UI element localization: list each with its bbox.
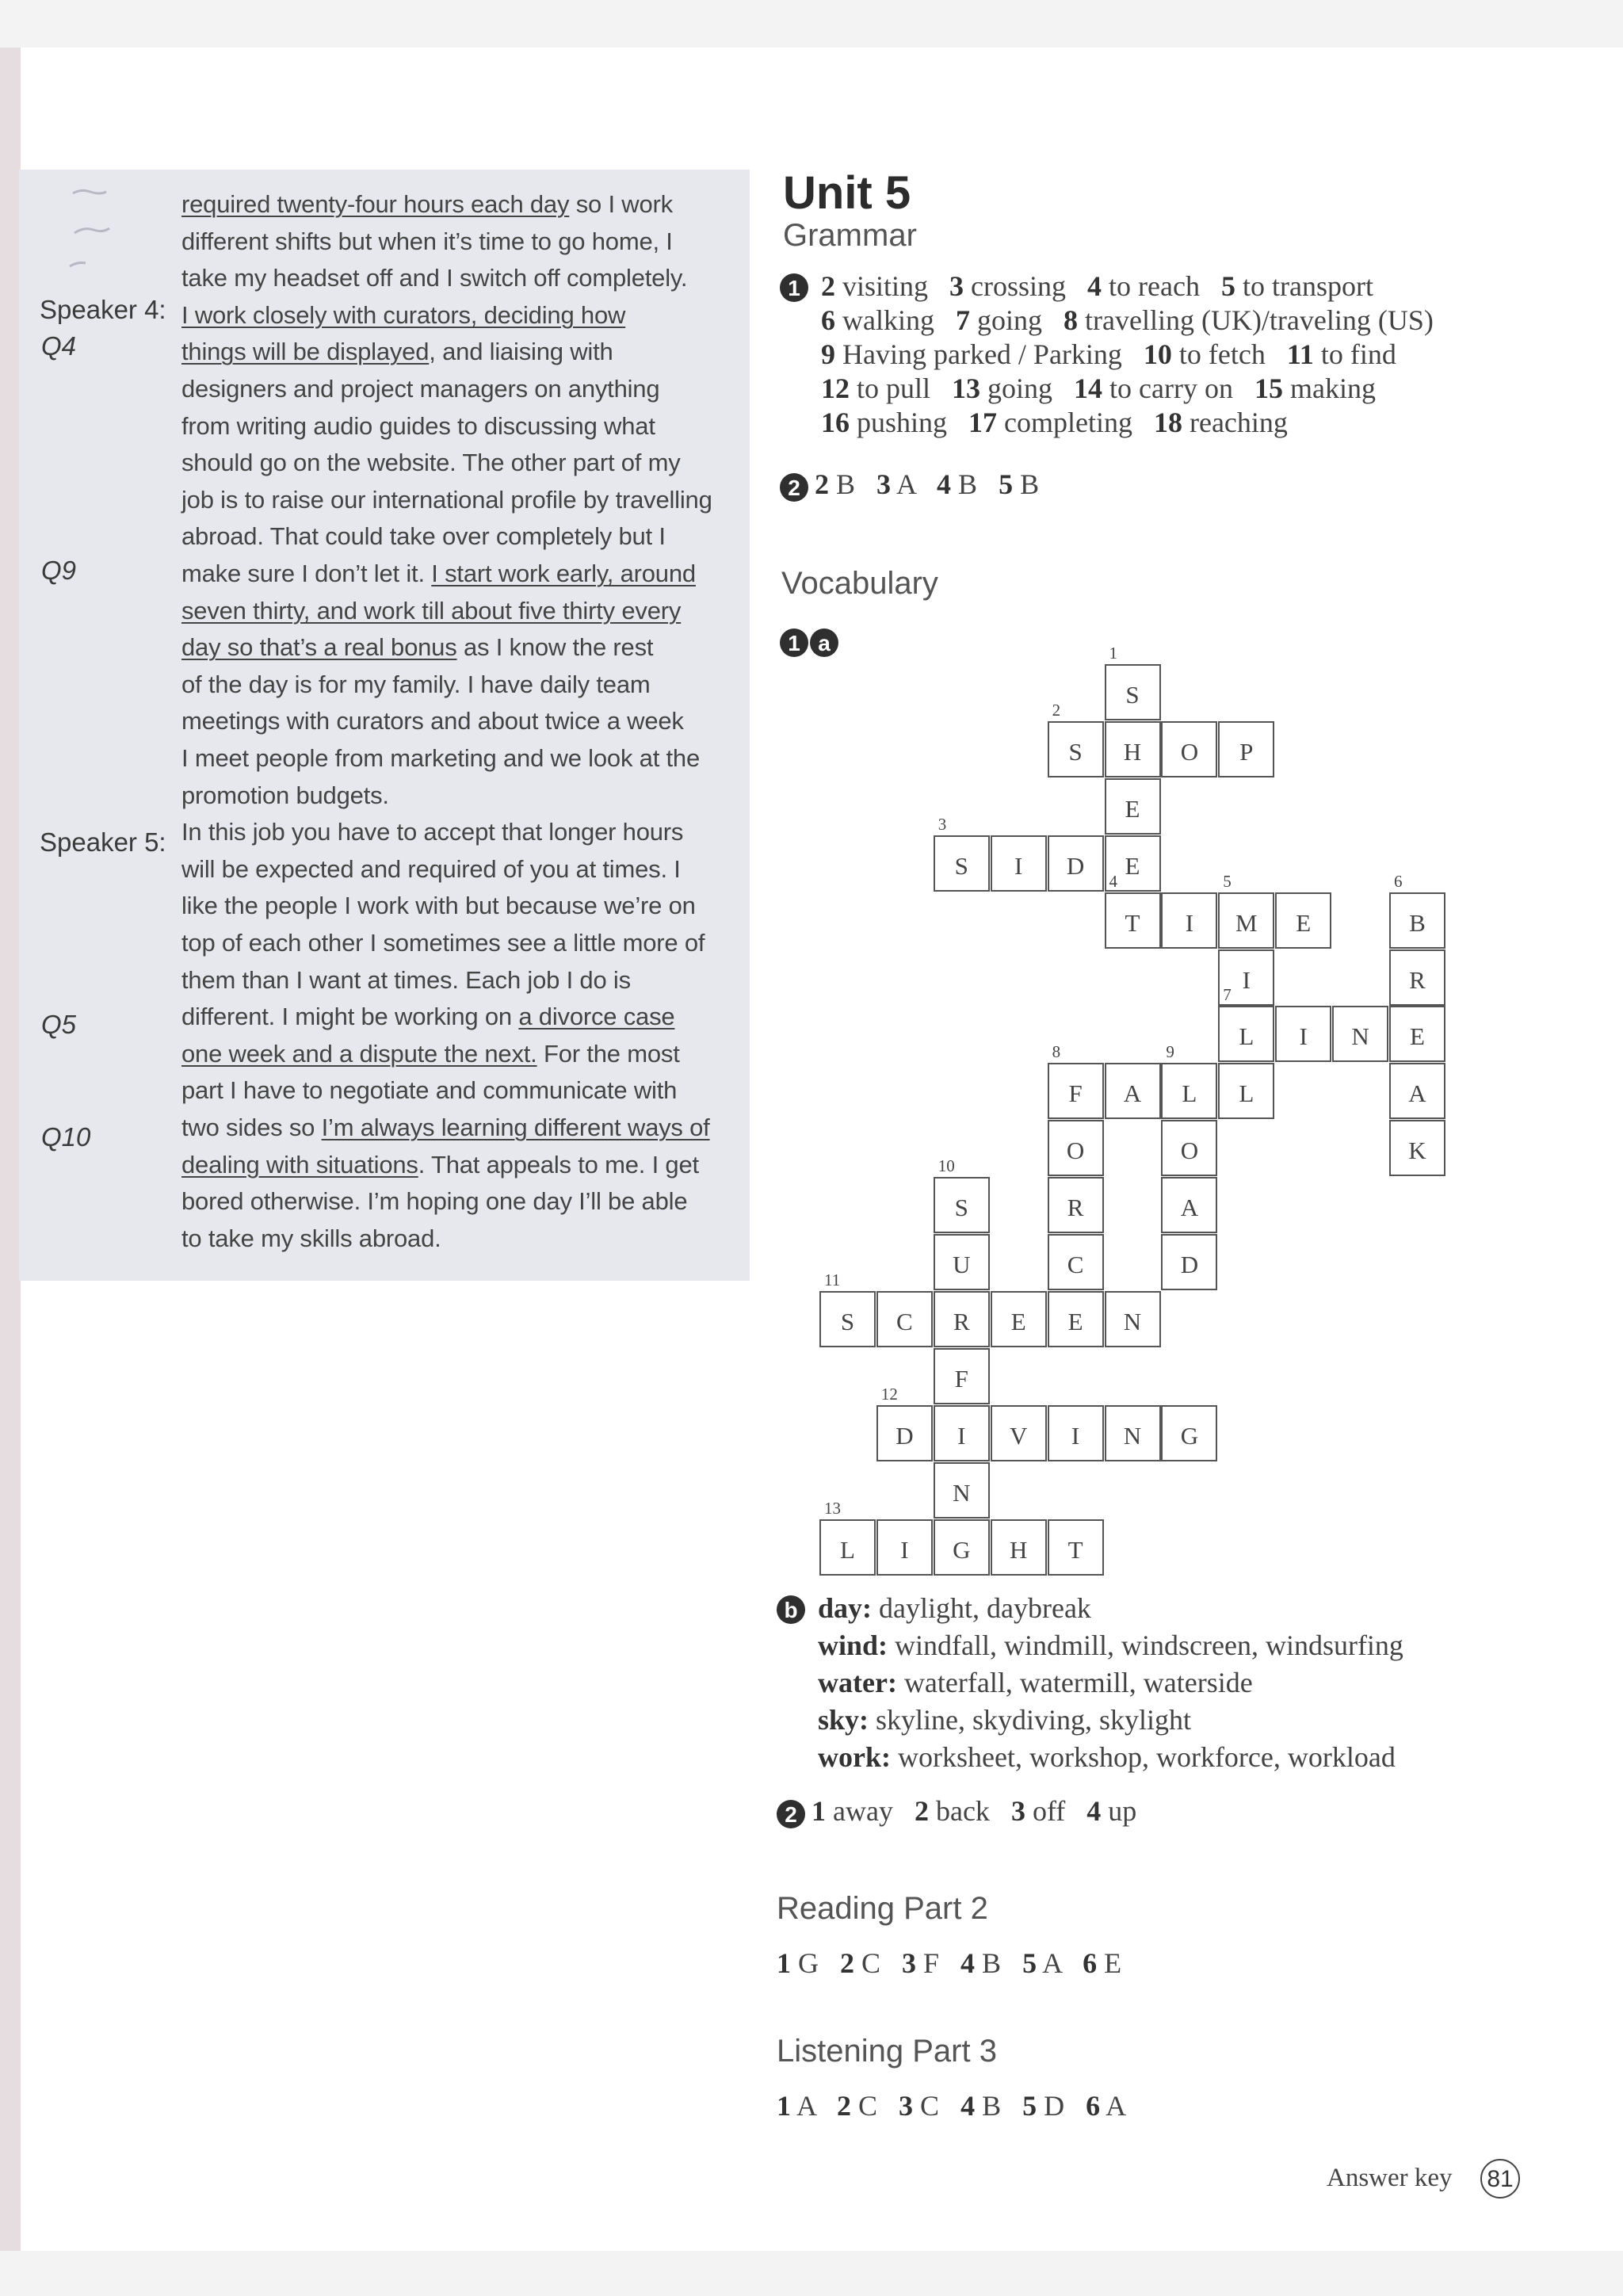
exercise-2-badge: 2 [780,473,808,502]
crossword-cell [1389,1120,1445,1176]
transcript-text: designers and project managers on anything [181,375,660,403]
crossword-cell [1105,644,1161,720]
crossword-letter: G [1180,1421,1199,1450]
grammar-answer-line: 9 Having parked / Parking 10 to fetch 11 to find [821,338,1396,370]
crossword-cell [1048,1042,1104,1119]
underlined-answer-text: seven thirty, and work till about five thirty every [181,596,682,625]
exercise-1-badge: 1 [780,628,808,657]
crossword-letter: K [1408,1137,1426,1165]
crossword-cell [1275,892,1331,949]
crossword-letter: S [954,1194,968,1222]
transcript-line [181,301,625,330]
vocabulary-word-family-line: water: waterfall, watermill, waterside [818,1667,1253,1698]
crossword-cell [876,1519,933,1576]
part-b-badge: b [777,1595,805,1624]
crossword-letter: D [1180,1251,1199,1278]
grammar-answer-line: 12 to pull 13 going 14 to carry on 15 making [821,372,1376,404]
transcript-text: like the people I work with but because we’re on [181,892,696,920]
crossword-cell [1218,721,1274,777]
underlined-answer-text: I work closely with curators, deciding how [181,300,626,329]
crossword-clue-number: 3 [938,814,947,834]
grammar-heading: Grammar [783,218,917,253]
crossword-cell [1048,1177,1104,1233]
crossword-letter: H [1123,737,1142,766]
transcript-line [181,744,700,773]
grammar-answer-line: 16 pushing 17 completing 18 reaching [821,407,1288,438]
grammar-exercise-2-answers: 2 B 3 A 4 B 5 B [815,468,1040,500]
crossword-letter: E [1010,1307,1026,1335]
transcript-text: will be expected and required of you at times. I [181,854,681,883]
transcript-text: as I know the rest [456,633,654,662]
transcript-text: from writing audio guides to discussing what [181,411,655,440]
crossword-letter: N [1123,1421,1142,1450]
crossword-letter: S [1125,681,1140,709]
crossword-letter: E [1296,908,1312,937]
reading-part-2-heading: Reading Part 2 [777,1891,988,1926]
transcript-text: , and liaising with [429,338,613,366]
transcript-line [181,522,666,551]
crossword-cell [991,835,1047,892]
crossword-letter: E [1410,1022,1425,1051]
crossword-letter: O [1180,1137,1199,1165]
transcript-line [181,1224,441,1253]
underlined-answer-text: day so that’s a real bonus [181,633,457,662]
crossword-letter: E [1125,851,1140,880]
crossword-cell [876,1384,933,1461]
footer-label: Answer key [1327,2164,1453,2192]
transcript-text: promotion budgets. [181,781,389,809]
crossword-letter: N [1123,1307,1142,1335]
crossword-letter: P [1239,737,1254,766]
crossword-cell [1048,1291,1104,1347]
crossword-clue-number: 2 [1052,700,1061,720]
crossword-letter: I [1185,908,1194,937]
crossword-cell [934,1291,990,1347]
transcript-text: In this job you have to accept that longer hours [181,818,684,846]
crossword-letter: A [1180,1194,1199,1222]
transcript-line [181,338,613,366]
transcript-text: take my headset off and I switch off completely. [181,264,688,292]
page-number: 81 [1480,2159,1520,2199]
crossword-cell [1105,778,1161,835]
crossword-letter: O [1066,1137,1085,1165]
crossword-clue-number: 4 [1109,871,1117,891]
crossword-letter: T [1125,908,1140,937]
exercise-1-badge: 1 [780,273,808,302]
crossword-letter: D [1066,851,1085,880]
transcript-text: top of each other I sometimes see a little more of [181,929,705,957]
transcript-text: part I have to negotiate and communicate with [181,1076,678,1105]
crossword-letter: I [1014,851,1023,880]
transcript-line [181,892,696,920]
question-label-q5: Q5 [41,1010,77,1039]
vocabulary-word-family-line: sky: skyline, skydiving, skylight [818,1704,1192,1736]
transcript-line [181,190,673,219]
crossword-letter: L [1239,1022,1254,1051]
crossword-cell [1105,1063,1161,1119]
question-label-q4: Q4 [41,331,77,361]
grammar-exercise-1-badge-row [780,268,815,302]
crossword-cell [876,1291,933,1347]
crossword-cell [1105,871,1161,949]
crossword-cell [991,1519,1047,1576]
vocabulary-exercise-2 [777,1794,1136,1828]
transcript-box [19,170,750,1281]
crossword-cell [819,1270,876,1347]
vocabulary-word-family-line: day: daylight, daybreak [818,1592,1091,1624]
transcript-line [181,929,705,957]
crossword-letter: G [953,1535,971,1564]
vocabulary-exercise-1-badges [780,623,845,657]
crossword-cell [934,1462,990,1519]
crossword-cell [1048,1120,1104,1176]
crossword-letter: E [1067,1307,1083,1335]
transcript-line [181,633,653,662]
transcript-text: abroad. That could take over completely but I [181,522,666,551]
crossword-cell [819,1498,876,1576]
crossword-letter: M [1235,908,1258,937]
crossword-cell [1389,1063,1445,1119]
transcript-text: to take my skills abroad. [181,1224,441,1252]
reading-part-2-answers: 1 G 2 C 3 F 4 B 5 A 6 E [777,1947,1122,1979]
crossword-letter: T [1067,1535,1083,1564]
transcript-line [181,1151,699,1179]
listening-part-3-answers: 1 A 2 C 3 C 4 B 5 D 6 A [777,2090,1127,2122]
grammar-answer-line: 2 visiting 3 crossing 4 to reach 5 to transport [821,270,1373,302]
crossword-cell [1389,1006,1445,1062]
speaker-4-label: Speaker 4: [40,295,166,324]
crossword-letter: E [1125,794,1140,823]
crossword-letter: F [954,1364,968,1392]
crossword-cell [1161,1234,1217,1290]
crossword-cell [1275,1006,1331,1062]
crossword-letter: N [953,1478,971,1507]
transcript-text: should go on the website. The other part of my [181,449,681,477]
underlined-answer-text: one week and a dispute the next. [181,1039,537,1068]
transcript-line [181,449,681,477]
crossword-cell [934,1405,990,1461]
crossword-cell [1332,1006,1388,1062]
crossword-letter: I [1071,1421,1080,1450]
question-label-q9: Q9 [41,556,77,585]
vocabulary-part-b-row [777,1590,812,1624]
crossword-clue-number: 9 [1166,1042,1174,1062]
transcript-line [181,486,712,514]
transcript-text: make sure I don’t let it. [181,560,432,587]
crossword-letter: N [1351,1022,1369,1051]
crossword-letter: R [1409,965,1426,994]
crossword-letter: L [1182,1079,1197,1108]
crossword-clue-number: 12 [880,1384,898,1404]
crossword-letter: B [1409,908,1426,937]
transcript-line [181,560,696,588]
crossword-cell [1161,892,1217,949]
crossword-cell [1218,985,1274,1062]
vocabulary-exercise-2-answers: 1 away 2 back 3 off 4 up [812,1795,1137,1827]
crossword-cell [1161,1042,1217,1119]
exercise-2-badge: 2 [777,1800,805,1828]
crossword-letter: I [1242,965,1251,994]
crossword-letter: D [896,1421,914,1450]
speaker-5-label: Speaker 5: [40,827,166,857]
crossword-cell [1105,721,1161,777]
crossword-clue-number: 6 [1394,871,1403,891]
crossword-letter: V [1009,1421,1028,1450]
crossword-cell [1161,1405,1217,1461]
crossword-clue-number: 8 [1052,1042,1061,1062]
crossword-letter: S [1068,737,1083,766]
crossword-cell [1048,1519,1104,1576]
crossword-cell [1105,1291,1161,1347]
transcript-text: job is to raise our international profile by travelling [181,485,712,514]
crossword-cell [934,814,990,892]
transcript-line [181,597,681,625]
crossword-cell [1048,700,1104,777]
crossword-clue-number: 5 [1223,871,1232,891]
underlined-answer-text: I’m always learning different ways of [321,1114,710,1141]
crossword-cell [1048,1234,1104,1290]
listening-part-3-heading: Listening Part 3 [777,2034,997,2069]
transcript-line [181,670,651,699]
crossword-letter: C [1067,1251,1084,1278]
transcript-line [181,966,631,995]
part-a-badge: a [810,628,838,657]
crossword-cell [991,1405,1047,1461]
crossword-cell [1218,871,1274,949]
underlined-answer-text: I start work early, around [431,560,696,587]
underlined-answer-text: dealing with situations [181,1150,418,1179]
unit-title: Unit 5 [783,167,911,219]
crossword-letter: L [840,1535,855,1564]
transcript-text: different. I might be working on [181,1003,519,1031]
crossword-letter: S [954,851,968,880]
vocabulary-heading: Vocabulary [781,566,938,601]
crossword-cell [1161,1177,1217,1233]
transcript-line [181,375,659,403]
crossword-clue-number: 10 [938,1156,955,1176]
transcript-line [181,264,687,292]
transcript-text: meetings with curators and about twice a week [181,707,684,735]
grammar-answer-line: 6 walking 7 going 8 travelling (UK)/traveling (US) [821,304,1434,336]
scan-edge [0,48,21,2251]
transcript-line [181,707,684,735]
underlined-answer-text: a divorce case [518,1003,675,1031]
transcript-line [181,1076,677,1105]
crossword-cell [991,1291,1047,1347]
transcript-text: so I work [569,190,673,218]
transcript-line [181,1187,687,1216]
transcript-line [181,855,681,884]
crossword-clue-number: 7 [1223,985,1232,1005]
crossword-letter: A [1123,1079,1142,1108]
vocabulary-word-family-line: wind: windfall, windmill, windscreen, windsurfing [818,1629,1403,1661]
crossword-letter: I [957,1421,966,1450]
crossword-letter: U [953,1251,971,1278]
crossword-letter: I [900,1535,909,1564]
transcript-text: different shifts but when it’s time to go home, I [181,227,673,255]
crossword-letter: A [1408,1079,1426,1108]
crossword-clue-number: 1 [1109,644,1117,663]
transcript-line [181,412,655,441]
crossword-cell [934,1519,990,1576]
transcript-text: of the day is for my family. I have daily team [181,670,651,698]
underlined-answer-text: required twenty-four hours each day [181,190,570,218]
transcript-line [181,1114,710,1142]
crossword-cell [1161,721,1217,777]
crossword-letter: S [840,1307,855,1335]
crossword-cell [934,1156,990,1233]
crossword-letter: R [1067,1194,1084,1222]
crossword-letter: H [1009,1535,1028,1564]
crossword-cell [1389,949,1445,1006]
crossword-cell [1161,1120,1217,1176]
transcript-line [181,227,673,256]
crossword-clue-number: 13 [824,1498,841,1518]
crossword-letter: F [1068,1079,1083,1108]
transcript-text: . That appeals to me. I get [418,1150,699,1179]
crossword-letter: R [953,1307,970,1335]
crossword-cell [1048,1405,1104,1461]
crossword-cell [1105,1405,1161,1461]
underlined-answer-text: things will be displayed [181,338,430,366]
crossword-cell [1218,1063,1274,1119]
crossword-letter: L [1239,1079,1254,1108]
crossword-letter: C [896,1307,913,1335]
transcript-text: them than I want at times. Each job I do is [181,965,631,994]
crossword-clue-number: 11 [824,1270,841,1289]
crossword-cell [934,1348,990,1404]
crossword-cell [1048,835,1104,892]
transcript-text: two sides so [181,1114,322,1141]
transcript-text: bored otherwise. I’m hoping one day I’ll be able [181,1187,688,1216]
pencil-marks [67,178,130,281]
transcript-line [181,1003,674,1031]
transcript-text: For the most [537,1039,680,1068]
transcript-line [181,1040,680,1068]
grammar-exercise-2 [780,468,1039,502]
question-label-q10: Q10 [41,1122,91,1152]
crossword-cell [1389,871,1445,949]
crossword-cell [934,1234,990,1290]
vocabulary-word-family-line: work: worksheet, workshop, workforce, workload [818,1741,1396,1773]
transcript-text: I meet people from marketing and we look at the [181,744,701,772]
crossword-letter: O [1180,737,1199,766]
crossword-letter: I [1299,1022,1308,1051]
transcript-line [181,781,389,810]
transcript-line [181,818,683,846]
